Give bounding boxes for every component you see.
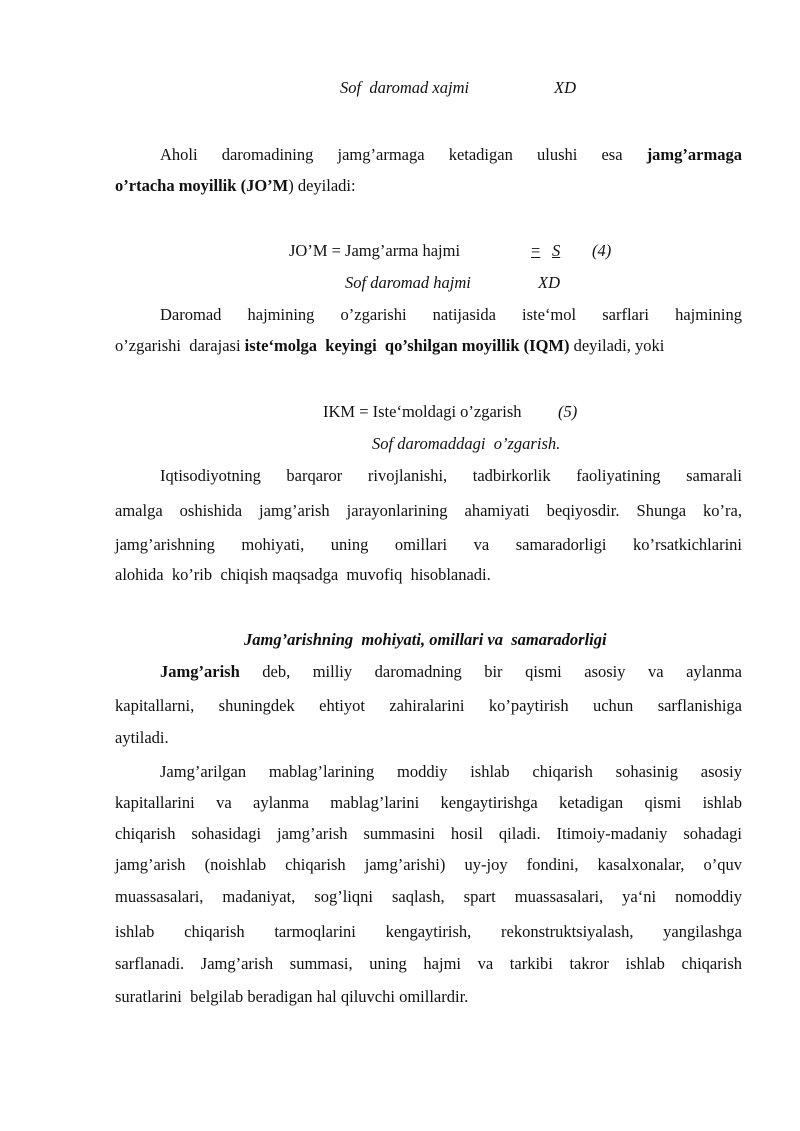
formula-5-denominator: Sof daromaddagi o’zgarish. — [372, 434, 561, 453]
paragraph-5-line-5: muassasalari, madaniyat, sog’liqni saqlash, spart muassasalari, ya‘ni nomoddiy — [115, 887, 742, 906]
formula-4-denominator: Sof daromad hajmi — [345, 273, 471, 292]
paragraph-5-line-2: kapitallarini va aylanma mablag’larini kengaytirishga ketadigan qismi ishlab — [115, 793, 742, 812]
formula-4-number: (4) — [592, 241, 612, 260]
paragraph-5-line-6: ishlab chiqarish tarmoqlarini kengaytirish, rekonstruktsiyalash, yangilashga — [115, 922, 742, 941]
formula-4-symbol: XD — [538, 273, 560, 292]
paragraph-4-line-2: kapitallarni, shuningdek ehtiyot zahiralarini ko’paytirish uchun sarflanishiga — [115, 696, 742, 715]
top-formula-denominator: Sof daromad xajmi — [340, 78, 470, 97]
paragraph-1-line-1: Aholi daromadining jamg’armaga ketadigan ulushi esa jamg’armaga — [160, 145, 742, 164]
paragraph-5-line-8: suratlarini belgilab beradigan hal qiluvchi omillardir. — [115, 987, 469, 1006]
paragraph-4-line-3: aytiladi. — [115, 728, 169, 747]
top-formula-symbol: XD — [554, 78, 576, 97]
paragraph-2-line-1: Daromad hajmining o’zgarishi natijasida iste‘mol sarflari hajmining — [160, 305, 742, 324]
paragraph-5-line-4: jamg’arish (noishlab chiqarish jamg’arishi) uy-joy fondini, kasalxonalar, o’quv — [115, 855, 742, 874]
paragraph-5-line-3: chiqarish sohasidagi jamg’arish summasini hosil qiladi. Itimoiy-madaniy sohadagi — [115, 824, 742, 843]
paragraph-1-line-2: o’rtacha moyillik (JO’M) deyiladi: — [115, 176, 356, 195]
paragraph-3-line-1: Iqtisodiyotning barqaror rivojlanishi, tadbirkorlik faoliyatining samarali — [160, 466, 742, 485]
paragraph-2-line-2: o’zgarishi darajasi iste‘molga keyingi qo’shilgan moyillik (IQM) deyiladi, yoki — [115, 336, 665, 355]
paragraph-3-line-4: alohida ko’rib chiqish maqsadga muvofiq hisoblanadi. — [115, 565, 491, 584]
section-heading: Jamg’arishning mohiyati, omillari va samaradorligi — [244, 630, 607, 649]
formula-4-left: JO’M = Jamg’arma hajmi — [289, 241, 461, 260]
paragraph-3-line-2: amalga oshishida jamg’arish jarayonlarining ahamiyati beqiyosdir. Shunga ko’ra, — [115, 501, 742, 520]
paragraph-3-line-3: jamg’arishning mohiyati, uning omillari va samaradorligi ko’rsatkichlarini — [115, 535, 742, 554]
formula-4-eq: = — [531, 241, 541, 260]
formula-5-left: IKM = Iste‘moldagi o’zgarish — [323, 402, 522, 421]
formula-4-s: S — [552, 241, 561, 260]
formula-5-number: (5) — [558, 402, 578, 421]
paragraph-5-line-1: Jamg’arilgan mablag’larining moddiy ishlab chiqarish sohasinig asosiy — [160, 762, 742, 781]
paragraph-4-line-1: Jamg’arish deb, milliy daromadning bir qismi asosiy va aylanma — [160, 662, 742, 681]
paragraph-5-line-7: sarflanadi. Jamg’arish summasi, uning hajmi va tarkibi takror ishlab chiqarish — [115, 954, 742, 973]
